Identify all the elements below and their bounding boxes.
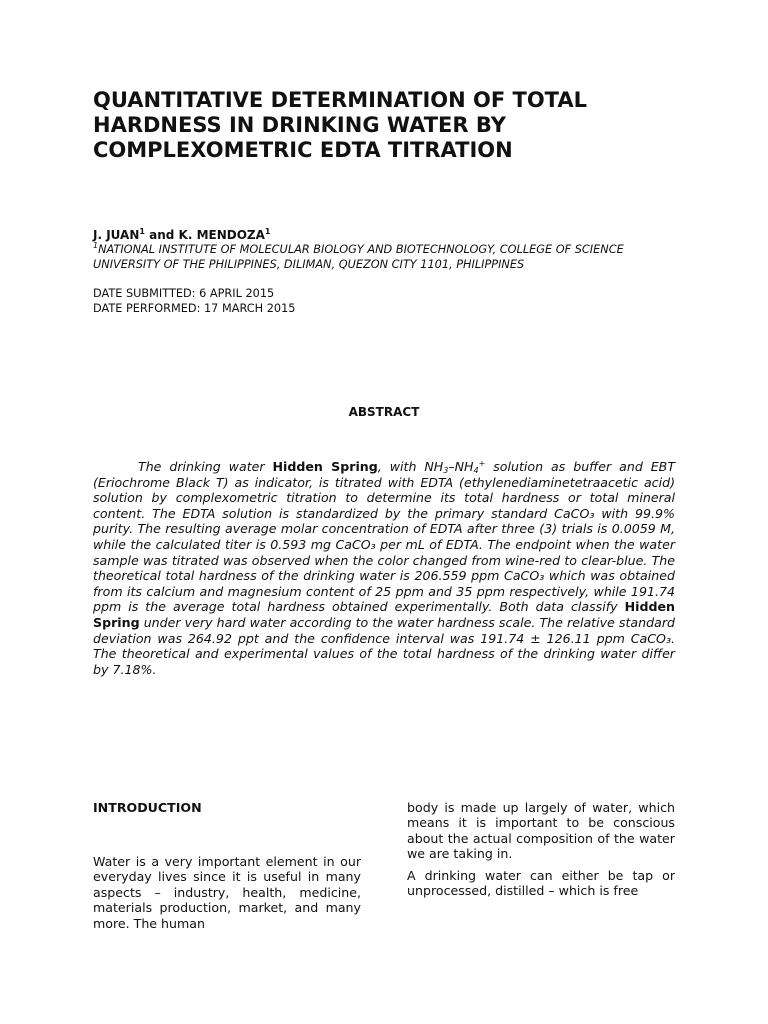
title-line: HARDNESS IN DRINKING WATER BY xyxy=(93,113,506,137)
affiliation-line: UNIVERSITY OF THE PHILIPPINES, DILIMAN, QUEZON CITY 1101, PHILIPPINES xyxy=(93,257,525,271)
affiliation-marker: 1 xyxy=(264,227,271,236)
body-paragraph: body is made up largely of water, which means it is important to be conscious about the actual composition of the water we are taking in. xyxy=(407,800,675,862)
title-line: QUANTITATIVE DETERMINATION OF TOTAL xyxy=(93,88,588,112)
affiliation-marker: 1 xyxy=(93,241,99,250)
date-submitted: DATE SUBMITTED: 6 APRIL 2015 xyxy=(93,287,275,300)
affiliation xyxy=(93,243,675,272)
affiliation-marker: 1 xyxy=(139,227,145,236)
date-block xyxy=(93,287,295,316)
body-paragraph: A drinking water can either be tap or unprocessed, distilled – which is free xyxy=(407,867,675,899)
date-performed: DATE PERFORMED: 17 MARCH 2015 xyxy=(93,301,296,315)
affiliation-line: NATIONAL INSTITUTE OF MOLECULAR BIOLOGY AND BIOTECHNOLOGY, COLLEGE OF SCIENCE xyxy=(98,243,624,256)
author-name: K. MENDOZA xyxy=(178,228,265,242)
introduction-heading: INTRODUCTION xyxy=(93,800,202,815)
product-name: Hidden Spring xyxy=(93,599,675,630)
left-column xyxy=(93,800,361,931)
author-conjunction: and xyxy=(144,228,179,242)
author-name: J. JUAN xyxy=(93,228,140,242)
abstract-text: The drinking water Hidden Spring, with $NH_3-NH_4^+$ solution as buffer and EBT (Eriochrome Black T) as indicator, is titrated with EDTA (ethylenediaminetetraacetic acid) solution by complexometric titration to determine its total hardness or total mineral content. The EDTA solution is standardized by the primary standard CaCO₃ with 99.9% purity. The resulting average molar concentration of EDTA after three (3) trials is 0.0059 M, while the calculated titer is 0.593 mg CaCO₃ per mL of EDTA. The endpoint when the water sample was titrated was observed when the color changed from wine-red to clear-blue. The theoretical total hardness of the drinking water is 206.559 ppm CaCO₃ which was obtained from its calcium and magnesium content of 25 ppm and 35 ppm respectively, while 191.74 ppm is the average total hardness obtained experimentally. Both data classify Hidden Spring under very hard water according to the water hardness scale. The relative standard deviation was 264.92 ppt and the confidence interval was 191.74 ± 126.11 ppm CaCO₃. The theoretical and experimental values of the total hardness of the drinking water differ by 7.18%. xyxy=(93,459,676,677)
body-paragraph: Water is a very important element in our everyday lives since it is useful in many aspects – industry, health, medicine, materials production, market, and many more. The human xyxy=(93,854,361,931)
paper-title xyxy=(93,88,675,163)
author-line xyxy=(93,228,271,242)
abstract-heading: ABSTRACT xyxy=(348,405,420,419)
title-line: COMPLEXOMETRIC EDTA TITRATION xyxy=(93,138,513,162)
right-column xyxy=(407,800,675,898)
product-name: Hidden Spring xyxy=(272,459,378,474)
